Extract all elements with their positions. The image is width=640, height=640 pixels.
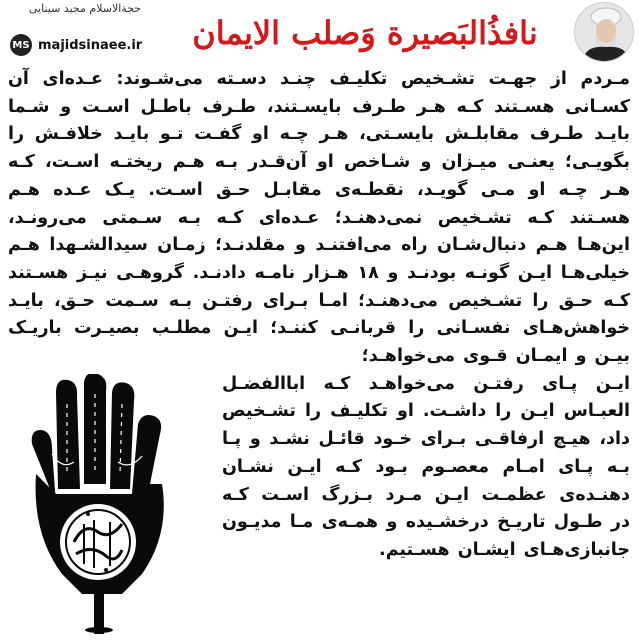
site-url[interactable]: majidsinaee.ir [38,37,143,53]
author-avatar [574,2,634,62]
paragraph-bottom: ایـن پـای رفتـن می‌خواهـد کـه اباالفضـل العبـاس ایـن را داشـت. او تکلیـف را تشـخیص داد، هیـچ ارفاقـی بـرای خـود قائـل نشـد و پـا بـه پـای امـام معصـوم بـود کـه ایـن نشـان دهنـده‌ی عظمـت ایـن مـرد بـزرگ اسـت کـه در طـول تاریـخ درخشـیده و همـه‌ی مـا مدیـون جانبازی‌هـای ایشـان هسـتیم. [222,373,630,560]
paragraph-top: مـردم از جهـت تشـخیص تکلیـف چنـد دسـته می‌شـوند: عـده‌ای آن کسـانی هسـتند کـه هـر طـرف بایسـتند، طـرف باطـل اسـت و شـما بایـد طـرف مقابلـش بایسـتی، هـر چـه او گفـت تـو بایـد خلافـش را بگویـی؛ یعنـی میـزان و شـاخص او آن‌قـدر بـه هـم ریختـه اسـت، کـه هـر چـه او مـی گویـد، نقطـه‌ی مقابـل حـق اسـت. یـک عـده هـم هسـتند کـه تشـخیص نمی‌دهنـد؛ عـده‌ای کـه بـه سـمتی می‌رونـد، این‌هـا هـم دنبال‌شـان راه می‌افتنـد و مقلدنـد؛ زمـان سیدالشـهدا هـم خیلی‌هـا ایـن گونـه بودنـد و ۱۸ هـزار نامـه دادنـد. گروهـی نیـز هسـتند کـه حـق را تشـخیص می‌دهنـد؛ امـا بـرای رفتـن بـه سـمت حـق، بایـد خواهش‌هـای نفسـانی را قربانـی کننـد؛ ایـن مطلـب بصیـرت باریـک بیـن و ایمـان قـوی می‌خواهـد؛ [8,69,630,367]
page-title: نافذُالبَصیرة وَصلب الایمان [192,14,538,52]
abbas-hand-emblem-icon [22,374,182,634]
author-name: حجةالاسلام مجید سینایی [28,2,142,15]
site-link[interactable] [10,34,142,56]
site-logo-icon: MS [10,34,32,56]
cleric-portrait-icon [575,3,633,61]
header [0,0,640,64]
